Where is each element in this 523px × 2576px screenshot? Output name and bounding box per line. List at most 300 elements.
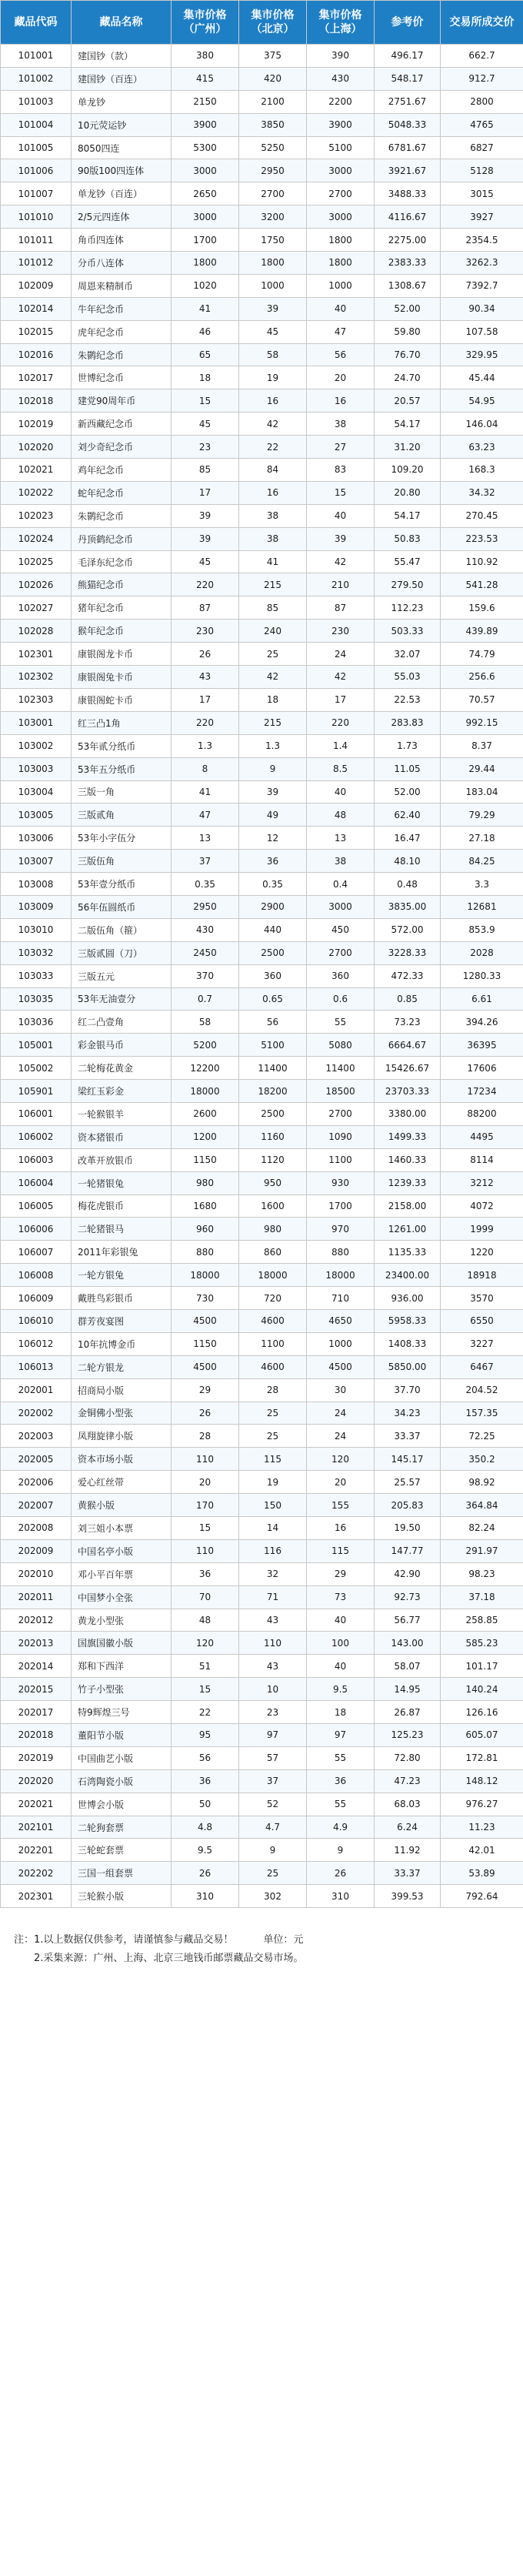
cell-shanghai-price: 38 xyxy=(307,850,375,873)
cell-name: 红三凸1角 xyxy=(72,711,172,734)
cell-guangzhou-price: 56 xyxy=(172,1746,239,1769)
cell-name: 康银阁蛇卡币 xyxy=(72,688,172,711)
cell-name: 2/5元四连体 xyxy=(72,205,172,229)
table-row xyxy=(1,643,523,666)
cell-exchange-price: 107.58 xyxy=(441,320,523,343)
cell-name: 单龙钞（百连） xyxy=(72,182,172,205)
cell-guangzhou-price: 4500 xyxy=(172,1309,239,1332)
table-row xyxy=(1,182,523,205)
cell-name: 建国钞（百连） xyxy=(72,67,172,90)
cell-exchange-price: 12681 xyxy=(441,895,523,918)
cell-shanghai-price: 450 xyxy=(307,918,375,941)
cell-exchange-price: 54.95 xyxy=(441,389,523,413)
cell-name: 三轮猴小版 xyxy=(72,1885,172,1908)
cell-code: 106007 xyxy=(1,1241,72,1264)
cell-code: 101002 xyxy=(1,67,72,90)
cell-exchange-price: 18918 xyxy=(441,1264,523,1287)
table-row xyxy=(1,252,523,275)
cell-guangzhou-price: 170 xyxy=(172,1494,239,1517)
cell-name: 三版贰圆（刀） xyxy=(72,941,172,964)
cell-guangzhou-price: 3000 xyxy=(172,159,239,182)
cell-shanghai-price: 115 xyxy=(307,1539,375,1562)
cell-shanghai-price: 40 xyxy=(307,780,375,804)
cell-name: 彩金银马币 xyxy=(72,1034,172,1057)
cell-exchange-price: 42.01 xyxy=(441,1839,523,1862)
cell-shanghai-price: 8.5 xyxy=(307,757,375,780)
table-row xyxy=(1,481,523,504)
cell-beijing-price: 36 xyxy=(239,850,307,873)
cell-shanghai-price: 40 xyxy=(307,1609,375,1632)
cell-exchange-price: 605.07 xyxy=(441,1724,523,1747)
cell-name: 凤翔旋律小版 xyxy=(72,1425,172,1448)
cell-reference-price: 58.07 xyxy=(375,1655,441,1678)
cell-name: 世博纪念币 xyxy=(72,366,172,389)
cell-code: 202013 xyxy=(1,1632,72,1655)
table-row xyxy=(1,1034,523,1057)
cell-shanghai-price: 390 xyxy=(307,45,375,68)
cell-reference-price: 55.47 xyxy=(375,550,441,573)
cell-beijing-price: 18 xyxy=(239,688,307,711)
cell-guangzhou-price: 17 xyxy=(172,688,239,711)
cell-shanghai-price: 29 xyxy=(307,1562,375,1585)
cell-name: 蛇年纪念币 xyxy=(72,481,172,504)
cell-code: 102303 xyxy=(1,688,72,711)
cell-name: 康银阁龙卡币 xyxy=(72,643,172,666)
cell-guangzhou-price: 51 xyxy=(172,1655,239,1678)
cell-reference-price: 34.23 xyxy=(375,1402,441,1425)
cell-guangzhou-price: 48 xyxy=(172,1609,239,1632)
cell-name: 毛泽东纪念币 xyxy=(72,550,172,573)
cell-exchange-price: 270.45 xyxy=(441,504,523,527)
table-row xyxy=(1,804,523,827)
cell-name: 朱鹮纪念币 xyxy=(72,504,172,527)
cell-reference-price: 22.53 xyxy=(375,688,441,711)
table-row xyxy=(1,1148,523,1171)
table-row xyxy=(1,90,523,113)
cell-guangzhou-price: 18000 xyxy=(172,1080,239,1103)
cell-shanghai-price: 18000 xyxy=(307,1264,375,1287)
cell-name: 资本市场小版 xyxy=(72,1448,172,1471)
cell-code: 103035 xyxy=(1,987,72,1011)
cell-exchange-price: 3015 xyxy=(441,182,523,205)
cell-exchange-price: 3262.3 xyxy=(441,252,523,275)
cell-beijing-price: 43 xyxy=(239,1609,307,1632)
cell-name: 改革开放银币 xyxy=(72,1148,172,1171)
table-row xyxy=(1,1241,523,1264)
cell-guangzhou-price: 1150 xyxy=(172,1148,239,1171)
cell-guangzhou-price: 45 xyxy=(172,413,239,436)
cell-guangzhou-price: 3000 xyxy=(172,205,239,229)
cell-code: 106004 xyxy=(1,1171,72,1194)
cell-beijing-price: 45 xyxy=(239,320,307,343)
cell-shanghai-price: 18 xyxy=(307,1701,375,1724)
table-row xyxy=(1,620,523,643)
cell-code: 202006 xyxy=(1,1471,72,1494)
cell-code: 202003 xyxy=(1,1425,72,1448)
cell-beijing-price: 4600 xyxy=(239,1355,307,1378)
cell-exchange-price: 1999 xyxy=(441,1218,523,1241)
cell-exchange-price: 912.7 xyxy=(441,67,523,90)
table-row xyxy=(1,159,523,182)
cell-exchange-price: 204.52 xyxy=(441,1378,523,1402)
cell-exchange-price: 394.26 xyxy=(441,1011,523,1034)
header-reference-price: 参考价 xyxy=(375,1,441,45)
cell-beijing-price: 19 xyxy=(239,1471,307,1494)
cell-code: 101012 xyxy=(1,252,72,275)
cell-name: 金铜佛小型张 xyxy=(72,1402,172,1425)
cell-shanghai-price: 2700 xyxy=(307,941,375,964)
cell-exchange-price: 992.15 xyxy=(441,711,523,734)
cell-guangzhou-price: 0.35 xyxy=(172,873,239,896)
cell-shanghai-price: 18500 xyxy=(307,1080,375,1103)
cell-beijing-price: 4.7 xyxy=(239,1816,307,1839)
cell-shanghai-price: 970 xyxy=(307,1218,375,1241)
cell-name: 53年贰分纸币 xyxy=(72,734,172,757)
table-row xyxy=(1,45,523,68)
cell-guangzhou-price: 15 xyxy=(172,1678,239,1701)
cell-beijing-price: 375 xyxy=(239,45,307,68)
table-row xyxy=(1,1539,523,1562)
cell-guangzhou-price: 980 xyxy=(172,1171,239,1194)
cell-beijing-price: 43 xyxy=(239,1655,307,1678)
table-row xyxy=(1,1862,523,1885)
cell-shanghai-price: 2200 xyxy=(307,90,375,113)
cell-shanghai-price: 1.4 xyxy=(307,734,375,757)
cell-exchange-price: 3927 xyxy=(441,205,523,229)
cell-guangzhou-price: 26 xyxy=(172,1402,239,1425)
cell-shanghai-price: 3000 xyxy=(307,205,375,229)
cell-guangzhou-price: 1200 xyxy=(172,1125,239,1148)
cell-name: 群芳夜宴图 xyxy=(72,1309,172,1332)
cell-reference-price: 3380.00 xyxy=(375,1102,441,1125)
cell-exchange-price: 168.3 xyxy=(441,459,523,482)
cell-reference-price: 279.50 xyxy=(375,573,441,596)
cell-reference-price: 5048.33 xyxy=(375,113,441,136)
cell-beijing-price: 0.35 xyxy=(239,873,307,896)
cell-exchange-price: 45.44 xyxy=(441,366,523,389)
cell-shanghai-price: 100 xyxy=(307,1632,375,1655)
cell-reference-price: 472.33 xyxy=(375,964,441,987)
cell-code: 102025 xyxy=(1,550,72,573)
cell-beijing-price: 3200 xyxy=(239,205,307,229)
cell-code: 202201 xyxy=(1,1839,72,1862)
cell-shanghai-price: 42 xyxy=(307,550,375,573)
cell-shanghai-price: 9.5 xyxy=(307,1678,375,1701)
cell-beijing-price: 41 xyxy=(239,550,307,573)
cell-shanghai-price: 24 xyxy=(307,1425,375,1448)
cell-code: 103006 xyxy=(1,827,72,850)
table-row xyxy=(1,1769,523,1793)
cell-guangzhou-price: 18000 xyxy=(172,1264,239,1287)
cell-code: 101006 xyxy=(1,159,72,182)
cell-shanghai-price: 710 xyxy=(307,1287,375,1310)
cell-beijing-price: 42 xyxy=(239,666,307,689)
table-row xyxy=(1,1011,523,1034)
cell-exchange-price: 3570 xyxy=(441,1287,523,1310)
cell-code: 106012 xyxy=(1,1332,72,1355)
cell-beijing-price: 11400 xyxy=(239,1057,307,1080)
cell-shanghai-price: 360 xyxy=(307,964,375,987)
table-row xyxy=(1,205,523,229)
cell-guangzhou-price: 1020 xyxy=(172,274,239,297)
cell-exchange-price: 70.57 xyxy=(441,688,523,711)
cell-code: 103007 xyxy=(1,850,72,873)
cell-exchange-price: 3.3 xyxy=(441,873,523,896)
table-row xyxy=(1,1218,523,1241)
cell-beijing-price: 25 xyxy=(239,1402,307,1425)
table-row xyxy=(1,688,523,711)
cell-beijing-price: 440 xyxy=(239,918,307,941)
cell-code: 106006 xyxy=(1,1218,72,1241)
cell-shanghai-price: 5080 xyxy=(307,1034,375,1057)
cell-reference-price: 50.83 xyxy=(375,527,441,550)
cell-shanghai-price: 13 xyxy=(307,827,375,850)
cell-shanghai-price: 30 xyxy=(307,1378,375,1402)
cell-code: 202301 xyxy=(1,1885,72,1908)
cell-reference-price: 5958.33 xyxy=(375,1309,441,1332)
cell-guangzhou-price: 4500 xyxy=(172,1355,239,1378)
cell-exchange-price: 1280.33 xyxy=(441,964,523,987)
table-row xyxy=(1,964,523,987)
table-row xyxy=(1,1378,523,1402)
cell-reference-price: 6.24 xyxy=(375,1816,441,1839)
table-row xyxy=(1,1287,523,1310)
cell-shanghai-price: 120 xyxy=(307,1448,375,1471)
cell-guangzhou-price: 380 xyxy=(172,45,239,68)
cell-guangzhou-price: 2600 xyxy=(172,1102,239,1125)
cell-guangzhou-price: 58 xyxy=(172,1011,239,1034)
cell-code: 106002 xyxy=(1,1125,72,1148)
cell-name: 爱心红丝带 xyxy=(72,1471,172,1494)
cell-guangzhou-price: 110 xyxy=(172,1539,239,1562)
cell-code: 103009 xyxy=(1,895,72,918)
cell-reference-price: 6664.67 xyxy=(375,1034,441,1057)
cell-guangzhou-price: 880 xyxy=(172,1241,239,1264)
cell-beijing-price: 110 xyxy=(239,1632,307,1655)
cell-reference-price: 503.33 xyxy=(375,620,441,643)
cell-code: 106009 xyxy=(1,1287,72,1310)
cell-name: 53年五分纸币 xyxy=(72,757,172,780)
cell-code: 102028 xyxy=(1,620,72,643)
cell-name: 三轮蛇套票 xyxy=(72,1839,172,1862)
cell-exchange-price: 27.18 xyxy=(441,827,523,850)
table-row xyxy=(1,1746,523,1769)
cell-reference-price: 25.57 xyxy=(375,1471,441,1494)
cell-reference-price: 1308.67 xyxy=(375,274,441,297)
cell-reference-price: 33.37 xyxy=(375,1425,441,1448)
cell-name: 二轮猪银马 xyxy=(72,1218,172,1241)
cell-shanghai-price: 40 xyxy=(307,504,375,527)
cell-exchange-price: 223.53 xyxy=(441,527,523,550)
cell-exchange-price: 2800 xyxy=(441,90,523,113)
table-row xyxy=(1,1655,523,1678)
cell-exchange-price: 6467 xyxy=(441,1355,523,1378)
cell-beijing-price: 1160 xyxy=(239,1125,307,1148)
cell-reference-price: 72.80 xyxy=(375,1746,441,1769)
cell-guangzhou-price: 18 xyxy=(172,366,239,389)
cell-beijing-price: 23 xyxy=(239,1701,307,1724)
cell-reference-price: 56.77 xyxy=(375,1609,441,1632)
cell-code: 103033 xyxy=(1,964,72,987)
table-row xyxy=(1,113,523,136)
cell-exchange-price: 63.23 xyxy=(441,436,523,459)
cell-code: 102301 xyxy=(1,643,72,666)
cell-beijing-price: 52 xyxy=(239,1793,307,1816)
cell-reference-price: 205.83 xyxy=(375,1494,441,1517)
cell-code: 102019 xyxy=(1,413,72,436)
cell-name: 一轮猴银羊 xyxy=(72,1102,172,1125)
cell-shanghai-price: 47 xyxy=(307,320,375,343)
cell-exchange-price: 183.04 xyxy=(441,780,523,804)
cell-name: 一轮猪银兔 xyxy=(72,1171,172,1194)
cell-shanghai-price: 430 xyxy=(307,67,375,90)
cell-reference-price: 20.57 xyxy=(375,389,441,413)
cell-exchange-price: 74.79 xyxy=(441,643,523,666)
table-row xyxy=(1,734,523,757)
cell-code: 202001 xyxy=(1,1378,72,1402)
cell-code: 103004 xyxy=(1,780,72,804)
cell-code: 103001 xyxy=(1,711,72,734)
cell-name: 黄龙小型张 xyxy=(72,1609,172,1632)
cell-exchange-price: 4495 xyxy=(441,1125,523,1148)
cell-guangzhou-price: 28 xyxy=(172,1425,239,1448)
cell-name: 红二凸壹角 xyxy=(72,1011,172,1034)
cell-shanghai-price: 36 xyxy=(307,1769,375,1793)
cell-reference-price: 125.23 xyxy=(375,1724,441,1747)
cell-code: 202015 xyxy=(1,1678,72,1701)
cell-code: 105901 xyxy=(1,1080,72,1103)
cell-reference-price: 548.17 xyxy=(375,67,441,90)
table-row xyxy=(1,1102,523,1125)
cell-reference-price: 109.20 xyxy=(375,459,441,482)
cell-exchange-price: 329.95 xyxy=(441,343,523,366)
table-row xyxy=(1,573,523,596)
cell-shanghai-price: 1000 xyxy=(307,274,375,297)
cell-reference-price: 16.47 xyxy=(375,827,441,850)
cell-shanghai-price: 97 xyxy=(307,1724,375,1747)
table-row xyxy=(1,229,523,252)
cell-code: 103005 xyxy=(1,804,72,827)
cell-reference-price: 23703.33 xyxy=(375,1080,441,1103)
table-row xyxy=(1,550,523,573)
cell-name: 特9辉煌三号 xyxy=(72,1701,172,1724)
cell-exchange-price: 662.7 xyxy=(441,45,523,68)
cell-beijing-price: 116 xyxy=(239,1539,307,1562)
cell-beijing-price: 215 xyxy=(239,711,307,734)
cell-reference-price: 496.17 xyxy=(375,45,441,68)
cell-guangzhou-price: 41 xyxy=(172,780,239,804)
cell-beijing-price: 58 xyxy=(239,343,307,366)
cell-shanghai-price: 42 xyxy=(307,666,375,689)
header-code: 藏品代码 xyxy=(1,1,72,45)
cell-code: 102016 xyxy=(1,343,72,366)
cell-shanghai-price: 3900 xyxy=(307,113,375,136)
cell-beijing-price: 2500 xyxy=(239,1102,307,1125)
cell-code: 101005 xyxy=(1,136,72,159)
cell-guangzhou-price: 120 xyxy=(172,1632,239,1655)
table-row xyxy=(1,1171,523,1194)
table-row xyxy=(1,1885,523,1908)
cell-guangzhou-price: 8 xyxy=(172,757,239,780)
cell-shanghai-price: 15 xyxy=(307,481,375,504)
table-row xyxy=(1,413,523,436)
cell-beijing-price: 1000 xyxy=(239,274,307,297)
cell-name: 10年抗博金币 xyxy=(72,1332,172,1355)
cell-reference-price: 1460.33 xyxy=(375,1148,441,1171)
cell-exchange-price: 146.04 xyxy=(441,413,523,436)
cell-name: 招商局小版 xyxy=(72,1378,172,1402)
cell-name: 鸡年纪念币 xyxy=(72,459,172,482)
table-row xyxy=(1,366,523,389)
cell-reference-price: 936.00 xyxy=(375,1287,441,1310)
cell-exchange-price: 3212 xyxy=(441,1171,523,1194)
cell-beijing-price: 84 xyxy=(239,459,307,482)
cell-beijing-price: 56 xyxy=(239,1011,307,1034)
cell-name: 角币四连体 xyxy=(72,229,172,252)
cell-exchange-price: 439.89 xyxy=(441,620,523,643)
table-row xyxy=(1,1701,523,1724)
header-beijing-price: 集市价格 （北京） xyxy=(239,1,307,45)
cell-exchange-price: 126.16 xyxy=(441,1701,523,1724)
cell-reference-price: 2275.00 xyxy=(375,229,441,252)
cell-guangzhou-price: 46 xyxy=(172,320,239,343)
cell-code: 106005 xyxy=(1,1194,72,1218)
cell-shanghai-price: 3000 xyxy=(307,159,375,182)
cell-name: 周恩来精制币 xyxy=(72,274,172,297)
cell-shanghai-price: 17 xyxy=(307,688,375,711)
cell-beijing-price: 1800 xyxy=(239,252,307,275)
header-name: 藏品名称 xyxy=(72,1,172,45)
cell-shanghai-price: 24 xyxy=(307,1402,375,1425)
cell-exchange-price: 34.32 xyxy=(441,481,523,504)
cell-reference-price: 23400.00 xyxy=(375,1264,441,1287)
cell-name: 8050四连 xyxy=(72,136,172,159)
cell-guangzhou-price: 2450 xyxy=(172,941,239,964)
cell-guangzhou-price: 370 xyxy=(172,964,239,987)
cell-guangzhou-price: 22 xyxy=(172,1701,239,1724)
cell-reference-price: 76.70 xyxy=(375,343,441,366)
table-row xyxy=(1,918,523,941)
cell-code: 103003 xyxy=(1,757,72,780)
cell-guangzhou-price: 0.7 xyxy=(172,987,239,1011)
cell-name: 康银阁兔卡币 xyxy=(72,666,172,689)
cell-shanghai-price: 1090 xyxy=(307,1125,375,1148)
table-row xyxy=(1,504,523,527)
cell-code: 102020 xyxy=(1,436,72,459)
cell-code: 103008 xyxy=(1,873,72,896)
cell-name: 国旗国徽小版 xyxy=(72,1632,172,1655)
cell-exchange-price: 8114 xyxy=(441,1148,523,1171)
table-row xyxy=(1,1194,523,1218)
cell-exchange-price: 8.37 xyxy=(441,734,523,757)
cell-code: 102027 xyxy=(1,596,72,620)
cell-beijing-price: 22 xyxy=(239,436,307,459)
cell-reference-price: 54.17 xyxy=(375,504,441,527)
cell-guangzhou-price: 4.8 xyxy=(172,1816,239,1839)
cell-exchange-price: 148.12 xyxy=(441,1769,523,1793)
cell-name: 单龙钞 xyxy=(72,90,172,113)
cell-guangzhou-price: 9.5 xyxy=(172,1839,239,1862)
table-row xyxy=(1,757,523,780)
table-row xyxy=(1,1562,523,1585)
cell-code: 202202 xyxy=(1,1862,72,1885)
cell-beijing-price: 57 xyxy=(239,1746,307,1769)
cell-name: 三版贰角 xyxy=(72,804,172,827)
table-row xyxy=(1,1448,523,1471)
cell-reference-price: 68.03 xyxy=(375,1793,441,1816)
cell-beijing-price: 950 xyxy=(239,1171,307,1194)
cell-code: 202011 xyxy=(1,1585,72,1609)
